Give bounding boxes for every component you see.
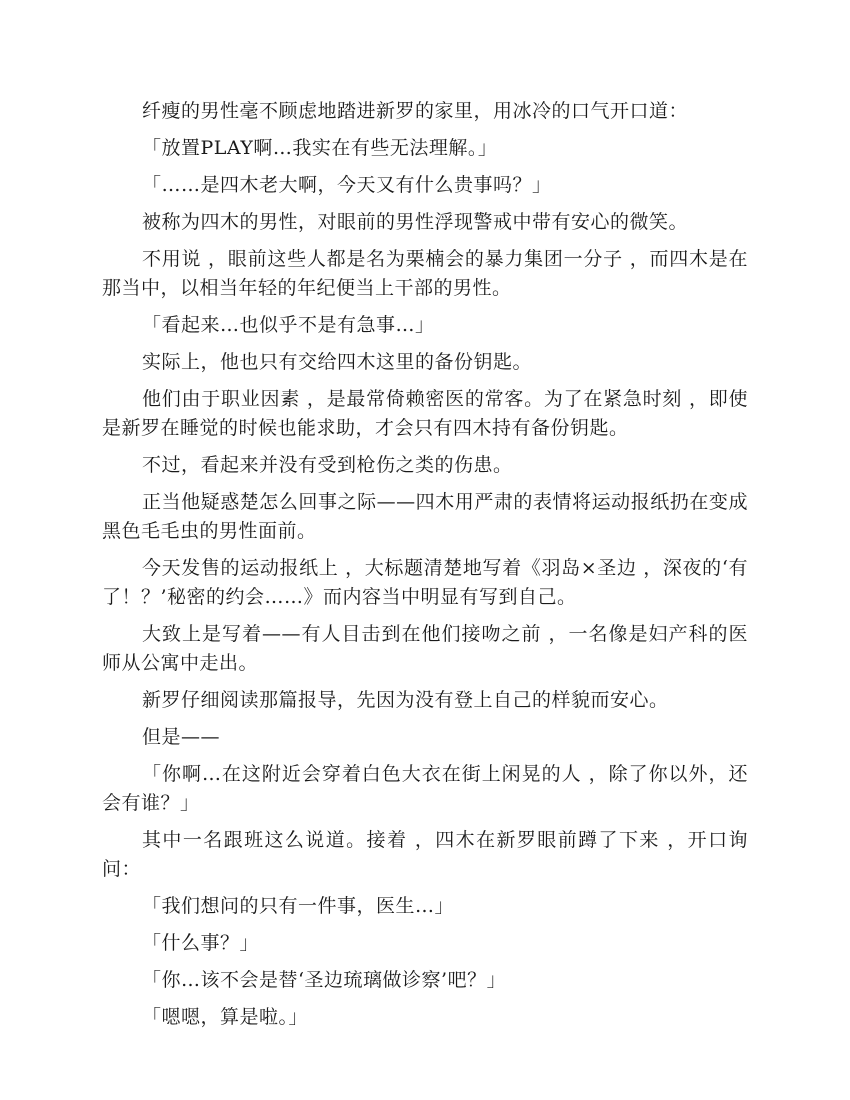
paragraph: 「你啊…在这附近会穿着白色大衣在街上闲晃的人 ，除了你以外，还会有谁？」 [102, 763, 748, 814]
paragraph: 其中一名跟班这么说道。接着 ，四木在新罗眼前蹲了下来 ，开口询问： [102, 829, 748, 880]
paragraph: 纤瘦的男性毫不顾虑地踏进新罗的家里，用冰冷的口气开口道： [142, 100, 689, 122]
paragraph: 今天发售的运动报纸上 ，大标题清楚地写着《羽岛×圣边 ，深夜的‘有了！？’秘密的约会……》而内容当中明显有写到自己。 [102, 557, 748, 608]
paragraph: 新罗仔细阅读那篇报导，先因为没有登上自己的样貌而安心。 [142, 689, 669, 711]
paragraph: 不用说 ，眼前这些人都是名为栗楠会的暴力集团一分子 ，而四木是在那当中，以相当年轻的年纪便当上干部的男性。 [102, 248, 748, 299]
paragraph: 「什么事？」 [142, 932, 260, 954]
paragraph: 实际上，他也只有交给四木这里的备份钥匙。 [142, 351, 533, 373]
paragraph: 大致上是写着——有人目击到在他们接吻之前 ，一名像是妇产科的医师从公寓中走出。 [102, 623, 748, 674]
paragraph: 正当他疑惑楚怎么回事之际——四木用严肃的表情将运动报纸扔在变成黑色毛毛虫的男性面前。 [102, 491, 748, 542]
paragraph: 被称为四木的男性，对眼前的男性浮现警戒中带有安心的微笑。 [142, 211, 689, 233]
document-body [102, 97, 748, 1040]
paragraph: 「看起来…也似乎不是有急事…」 [142, 314, 435, 336]
paragraph: 「……是四木老大啊，今天又有什么贵事吗？」 [142, 174, 552, 196]
paragraph: 「你…该不会是替‘圣边琉璃做诊察’吧？」 [142, 969, 507, 991]
paragraph: 「我们想问的只有一件事，医生…」 [142, 895, 455, 917]
paragraph: 「放置PLAY啊…我实在有些无法理解。」 [142, 137, 498, 159]
paragraph: 但是—— [142, 726, 221, 748]
paragraph: 不过，看起来并没有受到枪伤之类的伤患。 [142, 454, 513, 476]
paragraph: 他们由于职业因素 ，是最常倚赖密医的常客。为了在紧急时刻 ，即使是新罗在睡觉的时候也能求助，才会只有四木持有备份钥匙。 [102, 388, 748, 439]
paragraph: 「嗯嗯，算是啦。」 [142, 1006, 309, 1028]
